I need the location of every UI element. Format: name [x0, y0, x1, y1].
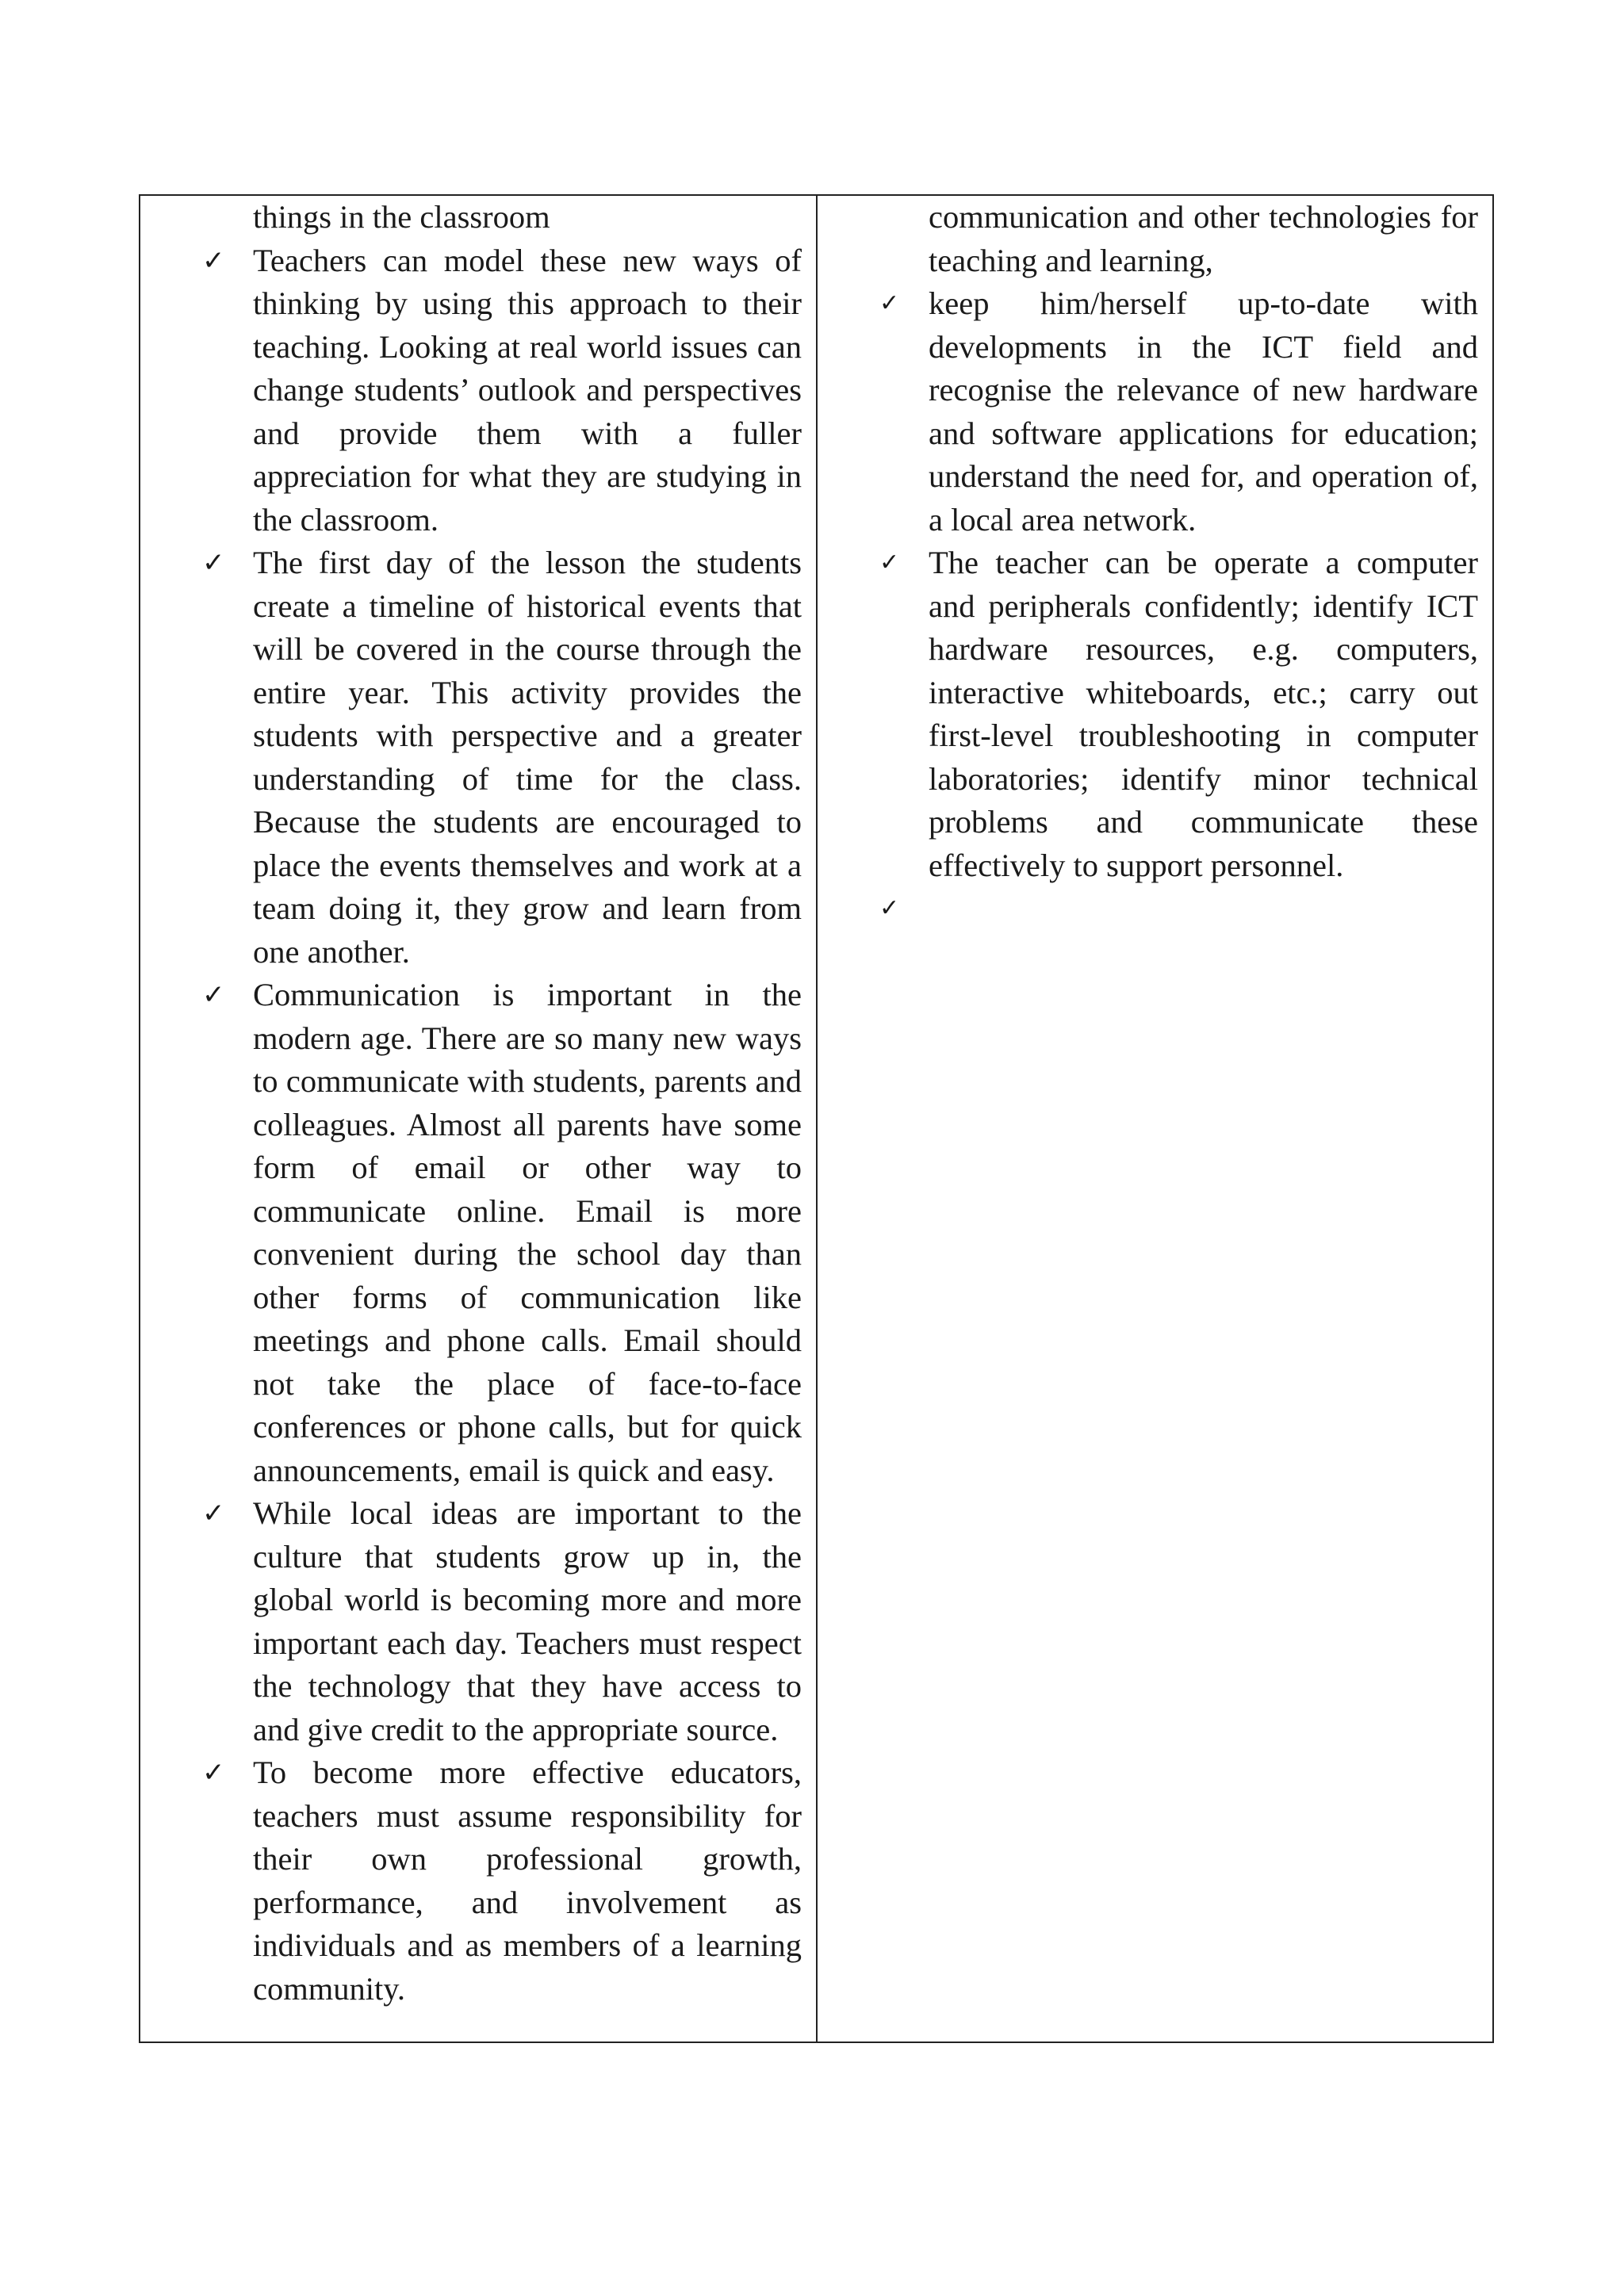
- left-item-text: While local ideas are important to the culture that students grow up in, the global world is becoming more and more important each day. Teachers must respect the technology that they have access to and give credit to the appropriate source.: [253, 1495, 802, 1747]
- checkmark-icon: ✓: [202, 244, 225, 277]
- checkmark-icon: ✓: [202, 1498, 225, 1529]
- right-item-text: The teacher can be operate a computer and peripherals confidently; identify ICT hardware resources, e.g. computers, interactive whiteboards, etc.; carry out first-level troubleshooting in computer laboratories; identify minor technical problems and communicate these effectively to support personnel.: [929, 545, 1478, 883]
- left-column: [140, 196, 818, 2042]
- right-item-empty: [929, 887, 1478, 931]
- right-item-3: [818, 887, 1478, 931]
- left-item-1: [140, 239, 802, 542]
- checkmark-icon: ✓: [202, 979, 225, 1011]
- checkmark-icon: ✓: [879, 289, 900, 317]
- right-item-1: [818, 282, 1478, 541]
- left-item-3: [140, 974, 802, 1492]
- left-item-4: [140, 1492, 802, 1751]
- left-item-5: [140, 1751, 802, 2011]
- content-table: [139, 194, 1494, 2043]
- left-continued-text: things in the classroom: [253, 199, 550, 235]
- right-item-2: [818, 541, 1478, 887]
- checkmark-icon: ✓: [879, 894, 900, 922]
- left-item-text: The first day of the lesson the students create a timeline of historical events that will be covered in the course through the entire year. This activity provides the students with perspective and a greater understanding of time for the class. Because the students are encouraged to place the events themselves and work at a team doing it, they grow and learn from one another.: [253, 545, 802, 970]
- left-item-text: Teachers can model these new ways of thinking by using this approach to their teaching. Looking at real world issues can change students’ outlook and perspectives and provide them with a fuller appreciation for what they are studying in the classroom.: [253, 242, 802, 538]
- right-column: [818, 196, 1492, 2042]
- right-continued-text: communication and other technologies for teaching and learning,: [929, 199, 1478, 278]
- left-item-text: To become more effective educators, teachers must assume responsibility for their own professional growth, performance, and involvement as individuals and as members of a learning community.: [253, 1755, 802, 2007]
- checkmark-icon: ✓: [202, 547, 225, 579]
- left-item-2: [140, 541, 802, 974]
- checkmark-icon: ✓: [202, 1757, 225, 1789]
- checkmark-icon: ✓: [879, 549, 900, 576]
- right-item-text: keep him/herself up-to-date with developments in the ICT field and recognise the relevance of new hardware and software applications for education; understand the need for, and operation of, a local area network.: [929, 285, 1478, 538]
- left-item-text: Communication is important in the modern age. There are so many new ways to communicate with students, parents and colleagues. Almost all parents have some form of email or other way to communicate online. Email is more convenient during the school day than other forms of communication like meetings and phone calls. Email should not take the place of face-to-face conferences or phone calls, but for quick announcements, email is quick and easy.: [253, 977, 802, 1488]
